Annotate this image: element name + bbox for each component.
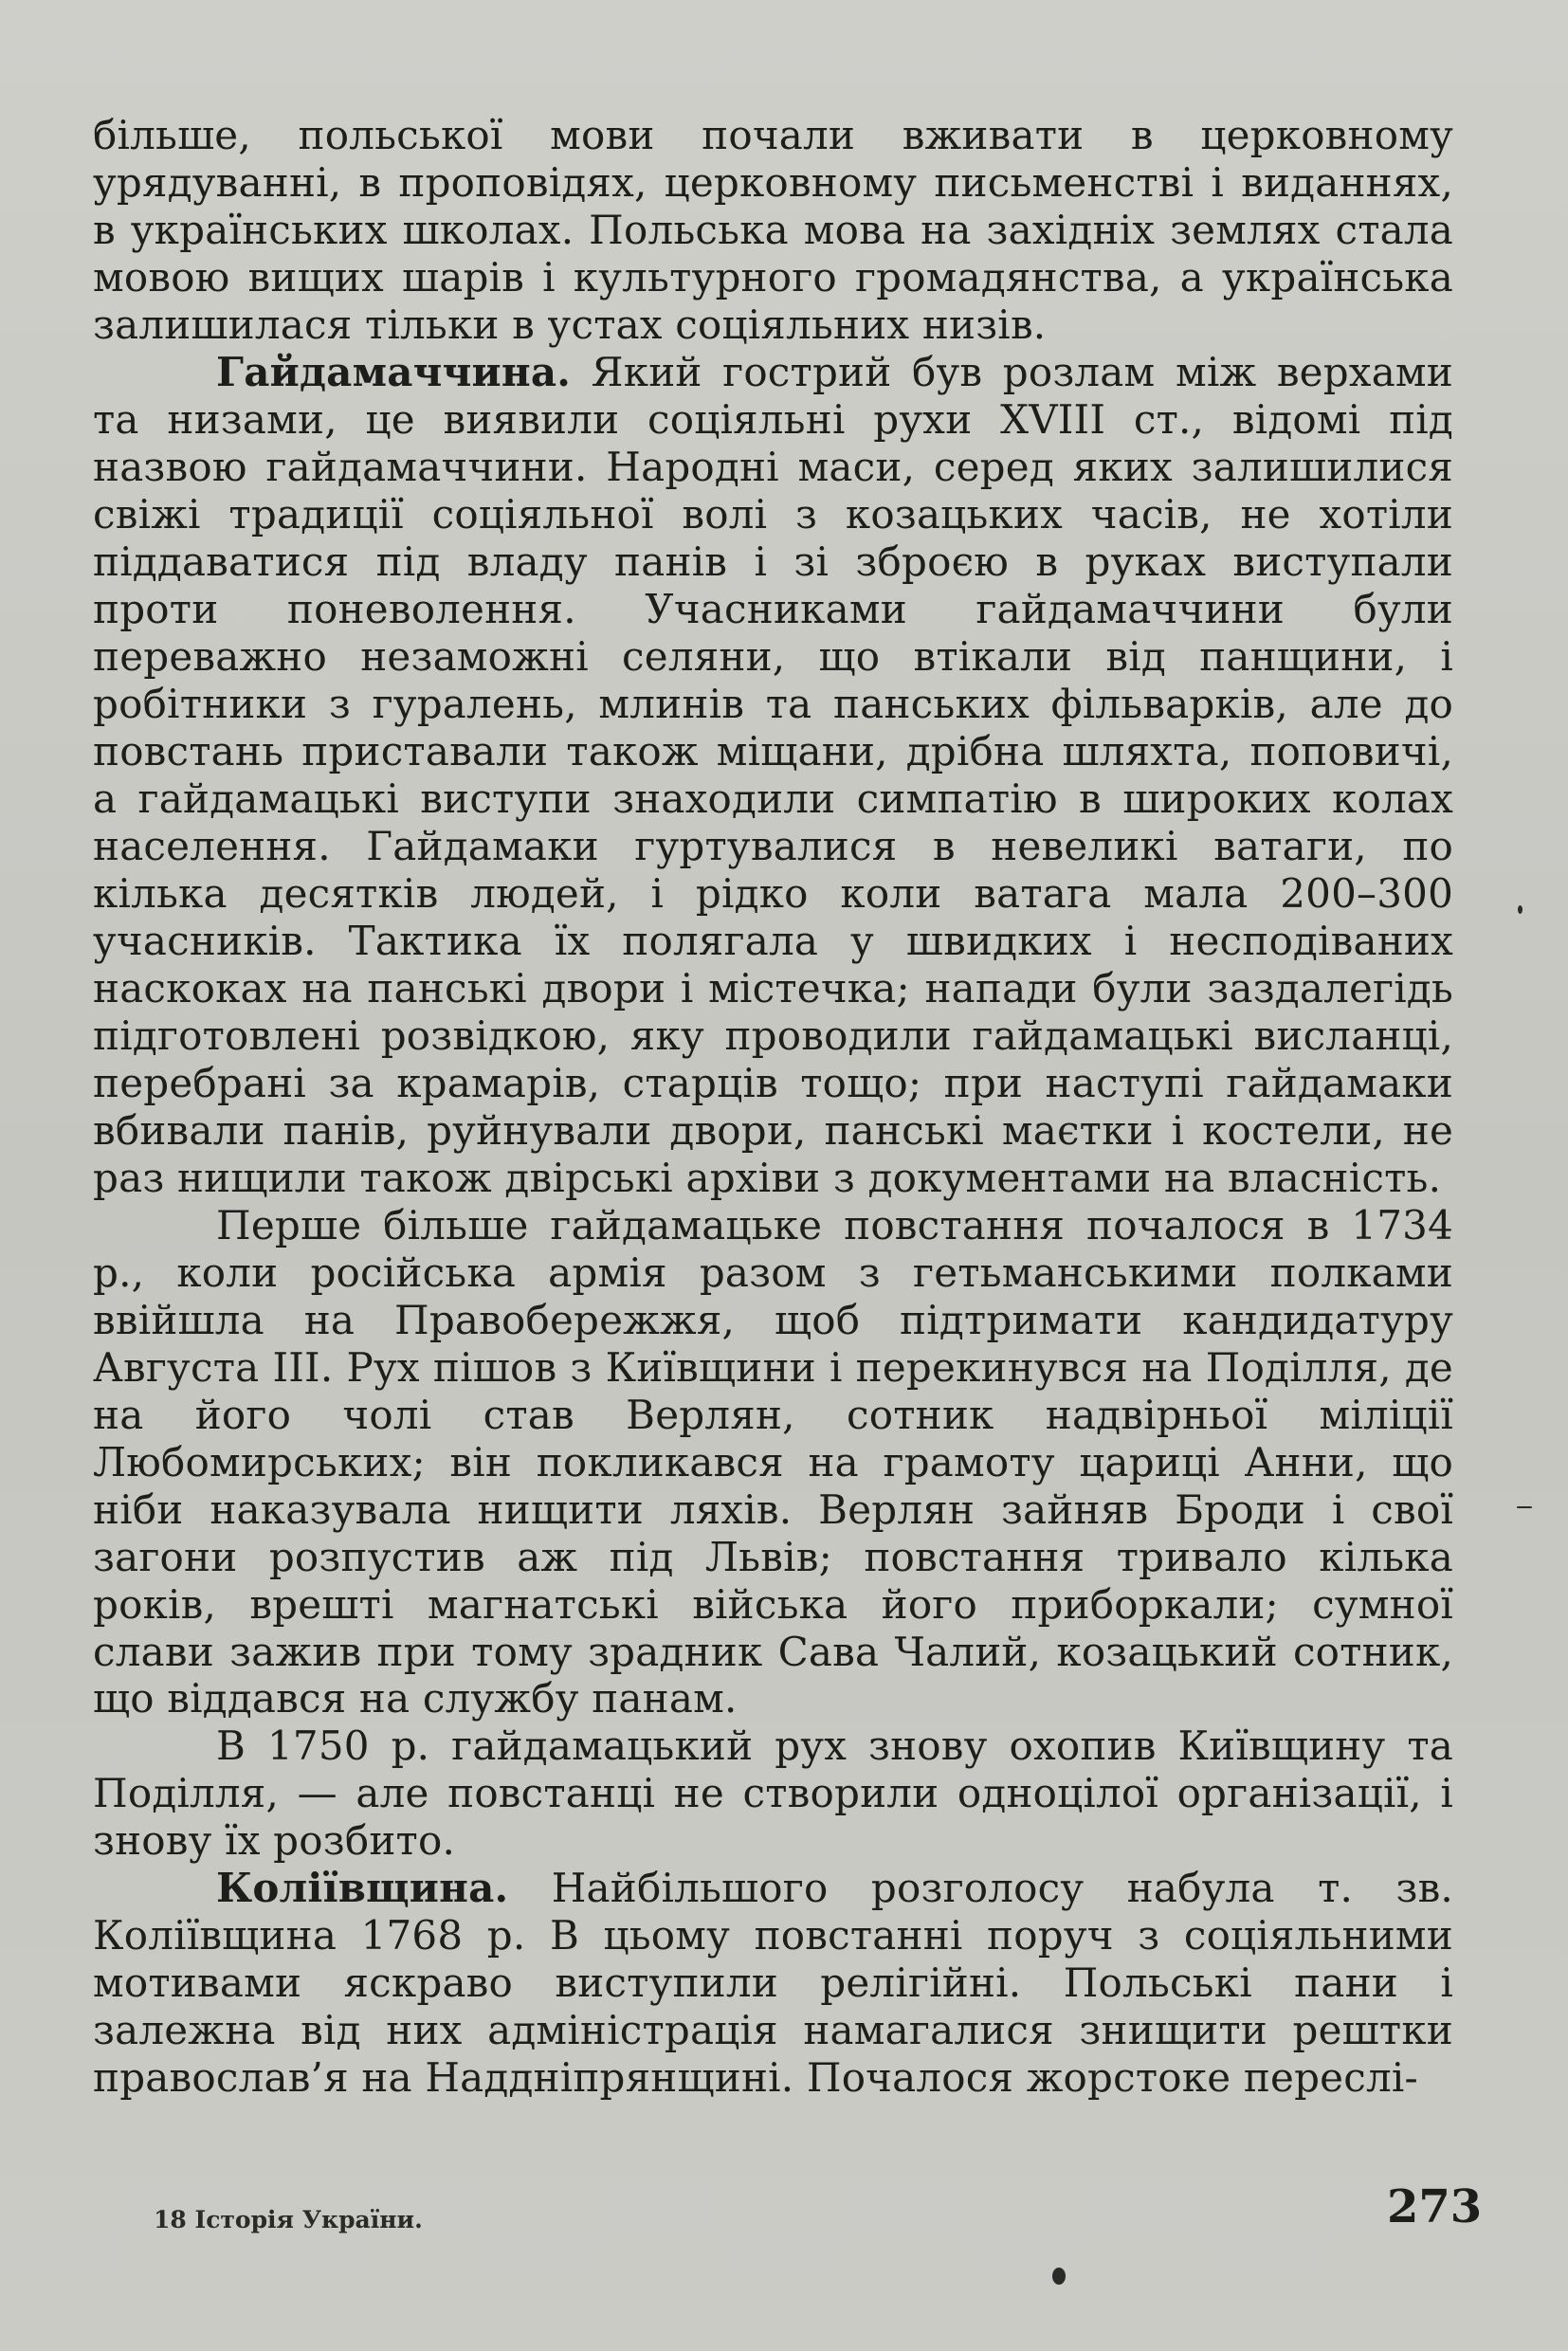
paragraph-koliivshchyna <box>93 1865 1453 2102</box>
ink-speck <box>1517 1506 1532 1508</box>
paragraph-text: Який гострий був розлам між верхами та низами, це виявили соціяльні рухи XVIII ст., відомі під назвою гайдамаччини. Народні маси, серед яких залишилися свіжі традиції соціяльної волі з козацьких часів, не хотіли піддаватися під владу панів і зі зброєю в руках виступали проти поневолення. Учасниками гайдамаччини були переважно незаможні селяни, що втікали від панщини, і робітники з гуралень, млинів та панських фільварків, але до повстань приставали також міщани, дрібна шляхта, поповичі, а гайдамацькі виступи знаходили симпатію в широких колах населення. Гайдамаки гуртувалися в невеликі ватаги, по кілька десятків людей, і рідко коли ватага мала 200–300 учасників. Тактика їх полягала у швидких і несподіваних наскоках на панські двори і містечка; напади були заздалегідь підготовлені розвідкою, яку проводили гайдамацькі висланці, перебрані за крамарів, старців тощо; при наступі гайдамаки вбивали панів, руйнували двори, панські маєтки і костели, не раз нищили також двірські архіви з документами на власність. <box>93 348 1453 1201</box>
paragraph-1734-uprising <box>93 1202 1453 1723</box>
ink-speck <box>1518 905 1522 914</box>
paragraph-1750-uprising <box>93 1722 1453 1865</box>
ink-speck <box>1052 2268 1066 2285</box>
section-heading-koliivshchyna: Коліївщина. <box>216 1865 509 1912</box>
paragraph-text: Найбільшого розголосу набула т. зв. Коліївщина 1768 р. В цьому повстанні поруч з соціяльними мотивами яскраво виступили релігійні. Польські пани і залежна від них адміністрація намагалися знищити рештки православ’я на Наддніпрянщині. Почалося жорстоке переслі- <box>93 1865 1453 2102</box>
section-heading-haidamachchyna: Гайдамаччина. <box>216 348 572 395</box>
paragraph-text: В 1750 р. гайдамацький рух знову охопив Київщину та Поділля, — але повстанці не створили одноцілої організації, і знову їх розбито. <box>93 1722 1453 1865</box>
page-number: 273 <box>1387 2180 1483 2233</box>
body-text <box>93 112 1453 2102</box>
paragraph-text: Перше більше гайдамацьке повстання почалося в 1734 р., коли російська армія разом з гетьманськими полками ввійшла на Правобережжя, щоб підтримати кандидатуру Августа III. Рух пішов з Київщини і перекинувся на Поділля, де на його чолі став Верлян, сотник надвірньої міліції Любомирських; він покликався на грамоту цариці Анни, що ніби наказувала нищити ляхів. Верлян зайняв Броди і свої загони розпустив аж під Львів; повстання тривало кілька років, врешті магнатські війська його приборкали; сумної слави зажив при тому зрадник Сава Чалий, козацький сотник, що віддався на службу панам. <box>93 1201 1453 1722</box>
paragraph-text: більше, польської мови почали вживати в церковному урядуванні, в проповідях, церковному письменстві і виданнях, в українських школах. Польська мова на західніх землях стала мовою вищих шарів і культурного громадянства, а українська залишилася тільки в устах соціяльних низів. <box>93 112 1453 348</box>
paragraph-haidamachchyna <box>93 349 1453 1202</box>
paragraph-intro <box>93 112 1453 349</box>
printer-signature: 18 Історія України. <box>154 2206 423 2233</box>
